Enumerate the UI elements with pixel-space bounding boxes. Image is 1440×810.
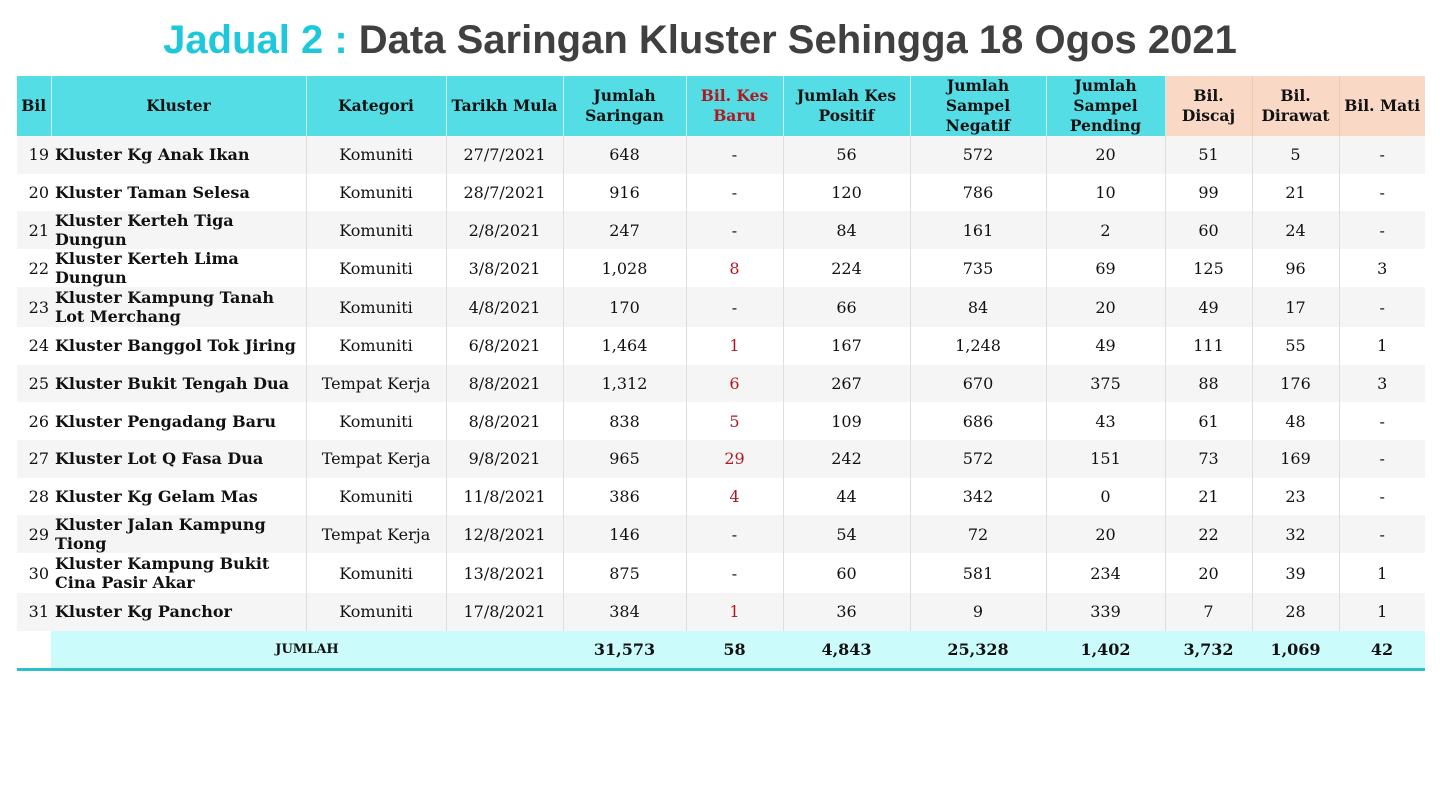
cell-bil-dirawat: 24 (1252, 211, 1339, 249)
cell-kategori: Komuniti (306, 287, 446, 327)
cell-kluster: Kluster Lot Q Fasa Dua (51, 440, 306, 478)
cell-bil-kes-baru: - (686, 287, 783, 327)
cell-bil-kes-baru: - (686, 174, 783, 212)
cell-kluster: Kluster Kg Gelam Mas (51, 478, 306, 516)
cell-bil-kes-baru: 4 (686, 478, 783, 516)
cell-jumlah-sampel-pending: 0 (1046, 478, 1165, 516)
header-jumlah-sampel-pending: Jumlah Sampel Pending (1046, 76, 1165, 136)
cell-bil-dirawat: 28 (1252, 593, 1339, 631)
cell-kategori: Komuniti (306, 136, 446, 174)
cell-jumlah-saringan: 875 (563, 553, 686, 593)
cell-bil-dirawat: 169 (1252, 440, 1339, 478)
cell-jumlah-sampel-negatif: 342 (910, 478, 1046, 516)
cell-jumlah-sampel-pending: 234 (1046, 553, 1165, 593)
cell-bil-mati: - (1339, 402, 1425, 440)
total-label: JUMLAH (51, 631, 563, 670)
cell-kluster: Kluster Kg Panchor (51, 593, 306, 631)
cell-kategori: Komuniti (306, 249, 446, 287)
cell-jumlah-kes-positif: 224 (783, 249, 910, 287)
table-row (17, 478, 1425, 516)
cell-bil-discaj: 73 (1165, 440, 1252, 478)
cell-jumlah-sampel-negatif: 161 (910, 211, 1046, 249)
cell-jumlah-sampel-pending: 151 (1046, 440, 1165, 478)
cell-jumlah-sampel-pending: 20 (1046, 287, 1165, 327)
cell-kluster: Kluster Bukit Tengah Dua (51, 365, 306, 403)
cell-tarikh-mula: 11/8/2021 (446, 478, 563, 516)
cell-jumlah-sampel-negatif: 72 (910, 515, 1046, 553)
cell-bil: 23 (17, 287, 51, 327)
table-row (17, 553, 1425, 593)
cell-bil: 20 (17, 174, 51, 212)
cell-kategori: Komuniti (306, 478, 446, 516)
cell-bil-discaj: 61 (1165, 402, 1252, 440)
total-kes-baru: 58 (686, 631, 783, 670)
title-main: Data Saringan Kluster Sehingga 18 Ogos 2021 (358, 18, 1237, 62)
cell-bil-kes-baru: 29 (686, 440, 783, 478)
cell-bil-mati: - (1339, 515, 1425, 553)
cell-bil-mati: 1 (1339, 327, 1425, 365)
header-tarikh-mula: Tarikh Mula (446, 76, 563, 136)
cell-jumlah-kes-positif: 267 (783, 365, 910, 403)
cell-kluster: Kluster Jalan Kampung Tiong (51, 515, 306, 553)
header-bil: Bil (17, 76, 51, 136)
cell-bil-dirawat: 5 (1252, 136, 1339, 174)
cell-jumlah-saringan: 386 (563, 478, 686, 516)
total-saringan: 31,573 (563, 631, 686, 670)
cell-bil-mati: - (1339, 478, 1425, 516)
header-bil-kes-baru: Bil. Kes Baru (686, 76, 783, 136)
cell-bil-discaj: 22 (1165, 515, 1252, 553)
table-row (17, 249, 1425, 287)
cell-tarikh-mula: 8/8/2021 (446, 365, 563, 403)
cell-tarikh-mula: 6/8/2021 (446, 327, 563, 365)
header-bil-dirawat: Bil. Dirawat (1252, 76, 1339, 136)
cell-jumlah-kes-positif: 66 (783, 287, 910, 327)
cell-bil-dirawat: 39 (1252, 553, 1339, 593)
cell-bil-discaj: 49 (1165, 287, 1252, 327)
cell-tarikh-mula: 4/8/2021 (446, 287, 563, 327)
cell-bil: 26 (17, 402, 51, 440)
cell-jumlah-saringan: 1,312 (563, 365, 686, 403)
cell-kluster: Kluster Kerteh Lima Dungun (51, 249, 306, 287)
cell-bil-dirawat: 55 (1252, 327, 1339, 365)
table-row (17, 287, 1425, 327)
cell-bil-mati: - (1339, 211, 1425, 249)
cell-jumlah-sampel-negatif: 9 (910, 593, 1046, 631)
cell-bil-kes-baru: - (686, 553, 783, 593)
cell-jumlah-sampel-pending: 375 (1046, 365, 1165, 403)
cell-bil-mati: - (1339, 440, 1425, 478)
cell-bil-discaj: 7 (1165, 593, 1252, 631)
header-jumlah-kes-positif: Jumlah Kes Positif (783, 76, 910, 136)
cell-bil-kes-baru: - (686, 515, 783, 553)
cell-bil-kes-baru: 6 (686, 365, 783, 403)
cell-bil-dirawat: 176 (1252, 365, 1339, 403)
cell-kategori: Tempat Kerja (306, 365, 446, 403)
cell-kategori: Komuniti (306, 211, 446, 249)
cell-kategori: Komuniti (306, 402, 446, 440)
cell-jumlah-saringan: 1,464 (563, 327, 686, 365)
total-pending: 1,402 (1046, 631, 1165, 670)
cell-bil-discaj: 88 (1165, 365, 1252, 403)
cell-jumlah-saringan: 965 (563, 440, 686, 478)
cell-bil-mati: 3 (1339, 249, 1425, 287)
cell-jumlah-saringan: 838 (563, 402, 686, 440)
cell-tarikh-mula: 27/7/2021 (446, 136, 563, 174)
table-row (17, 136, 1425, 174)
cell-jumlah-saringan: 170 (563, 287, 686, 327)
cell-tarikh-mula: 2/8/2021 (446, 211, 563, 249)
header-kluster: Kluster (51, 76, 306, 136)
cell-jumlah-sampel-pending: 2 (1046, 211, 1165, 249)
cell-jumlah-sampel-negatif: 581 (910, 553, 1046, 593)
cell-tarikh-mula: 13/8/2021 (446, 553, 563, 593)
cell-tarikh-mula: 12/8/2021 (446, 515, 563, 553)
cell-bil: 19 (17, 136, 51, 174)
cell-kluster: Kluster Kg Anak Ikan (51, 136, 306, 174)
cell-jumlah-kes-positif: 109 (783, 402, 910, 440)
cell-jumlah-sampel-negatif: 735 (910, 249, 1046, 287)
header-jumlah-sampel-negatif: Jumlah Sampel Negatif (910, 76, 1046, 136)
cell-kategori: Komuniti (306, 327, 446, 365)
cell-bil: 22 (17, 249, 51, 287)
cell-bil-dirawat: 21 (1252, 174, 1339, 212)
header-jumlah-saringan: Jumlah Saringan (563, 76, 686, 136)
cell-bil: 25 (17, 365, 51, 403)
cell-bil: 27 (17, 440, 51, 478)
cell-tarikh-mula: 3/8/2021 (446, 249, 563, 287)
total-row (17, 631, 1425, 670)
cell-bil-kes-baru: 5 (686, 402, 783, 440)
cell-bil-mati: 1 (1339, 593, 1425, 631)
total-positif: 4,843 (783, 631, 910, 670)
cell-jumlah-kes-positif: 120 (783, 174, 910, 212)
cell-kategori: Komuniti (306, 553, 446, 593)
cell-jumlah-sampel-negatif: 1,248 (910, 327, 1046, 365)
cell-jumlah-sampel-negatif: 572 (910, 440, 1046, 478)
header-kategori: Kategori (306, 76, 446, 136)
cell-jumlah-kes-positif: 36 (783, 593, 910, 631)
cell-jumlah-sampel-pending: 20 (1046, 136, 1165, 174)
cell-bil-dirawat: 32 (1252, 515, 1339, 553)
cell-bil-kes-baru: - (686, 136, 783, 174)
header-row (17, 76, 1425, 136)
cell-kluster: Kluster Kampung Tanah Lot Merchang (51, 287, 306, 327)
cell-jumlah-saringan: 648 (563, 136, 686, 174)
cell-jumlah-kes-positif: 44 (783, 478, 910, 516)
cell-bil: 24 (17, 327, 51, 365)
cell-bil-discaj: 20 (1165, 553, 1252, 593)
cell-kategori: Tempat Kerja (306, 515, 446, 553)
cell-jumlah-saringan: 247 (563, 211, 686, 249)
cell-kluster: Kluster Pengadang Baru (51, 402, 306, 440)
cell-jumlah-saringan: 1,028 (563, 249, 686, 287)
cell-bil-discaj: 99 (1165, 174, 1252, 212)
cell-bil-dirawat: 96 (1252, 249, 1339, 287)
cell-bil: 30 (17, 553, 51, 593)
cell-bil: 31 (17, 593, 51, 631)
cell-jumlah-sampel-pending: 10 (1046, 174, 1165, 212)
cell-jumlah-sampel-pending: 43 (1046, 402, 1165, 440)
cell-jumlah-sampel-negatif: 786 (910, 174, 1046, 212)
cell-kluster: Kluster Taman Selesa (51, 174, 306, 212)
total-discaj: 3,732 (1165, 631, 1252, 670)
cell-bil-mati: 1 (1339, 553, 1425, 593)
cell-bil-mati: - (1339, 136, 1425, 174)
cell-jumlah-sampel-negatif: 572 (910, 136, 1046, 174)
cell-bil-dirawat: 17 (1252, 287, 1339, 327)
cell-bil-discaj: 125 (1165, 249, 1252, 287)
cell-bil-kes-baru: 1 (686, 593, 783, 631)
table-row (17, 515, 1425, 553)
cell-tarikh-mula: 28/7/2021 (446, 174, 563, 212)
cell-jumlah-saringan: 384 (563, 593, 686, 631)
cell-bil-mati: - (1339, 174, 1425, 212)
cell-jumlah-saringan: 916 (563, 174, 686, 212)
cell-bil-discaj: 111 (1165, 327, 1252, 365)
table-row (17, 211, 1425, 249)
cell-kategori: Tempat Kerja (306, 440, 446, 478)
cell-jumlah-sampel-negatif: 686 (910, 402, 1046, 440)
table-row (17, 365, 1425, 403)
cell-kluster: Kluster Kerteh Tiga Dungun (51, 211, 306, 249)
cell-jumlah-kes-positif: 54 (783, 515, 910, 553)
total-negatif: 25,328 (910, 631, 1046, 670)
cell-jumlah-kes-positif: 56 (783, 136, 910, 174)
cell-bil-kes-baru: 1 (686, 327, 783, 365)
cell-bil-discaj: 51 (1165, 136, 1252, 174)
cell-jumlah-kes-positif: 84 (783, 211, 910, 249)
cell-jumlah-saringan: 146 (563, 515, 686, 553)
cell-bil: 29 (17, 515, 51, 553)
cell-tarikh-mula: 17/8/2021 (446, 593, 563, 631)
cell-bil-kes-baru: 8 (686, 249, 783, 287)
title-prefix: Jadual 2 : (163, 18, 348, 62)
cell-tarikh-mula: 8/8/2021 (446, 402, 563, 440)
cell-bil-mati: - (1339, 287, 1425, 327)
cell-kategori: Komuniti (306, 593, 446, 631)
cell-jumlah-kes-positif: 60 (783, 553, 910, 593)
cell-bil-dirawat: 48 (1252, 402, 1339, 440)
cluster-screening-table (17, 76, 1425, 671)
total-blank-cell (17, 631, 51, 670)
page-title (0, 14, 1400, 66)
cell-bil-mati: 3 (1339, 365, 1425, 403)
cell-bil: 28 (17, 478, 51, 516)
cell-bil: 21 (17, 211, 51, 249)
cell-bil-dirawat: 23 (1252, 478, 1339, 516)
table-row (17, 402, 1425, 440)
total-dirawat: 1,069 (1252, 631, 1339, 670)
cell-jumlah-sampel-pending: 339 (1046, 593, 1165, 631)
total-mati: 42 (1339, 631, 1425, 670)
cell-bil-discaj: 21 (1165, 478, 1252, 516)
table-row (17, 593, 1425, 631)
table-row (17, 174, 1425, 212)
cell-bil-discaj: 60 (1165, 211, 1252, 249)
cell-tarikh-mula: 9/8/2021 (446, 440, 563, 478)
cell-kategori: Komuniti (306, 174, 446, 212)
cell-jumlah-sampel-pending: 69 (1046, 249, 1165, 287)
cell-kluster: Kluster Kampung Bukit Cina Pasir Akar (51, 553, 306, 593)
cell-jumlah-sampel-pending: 20 (1046, 515, 1165, 553)
header-bil-mati: Bil. Mati (1339, 76, 1425, 136)
cell-jumlah-kes-positif: 242 (783, 440, 910, 478)
cell-bil-kes-baru: - (686, 211, 783, 249)
table-row (17, 440, 1425, 478)
cell-jumlah-sampel-negatif: 84 (910, 287, 1046, 327)
table-row (17, 327, 1425, 365)
cell-jumlah-sampel-negatif: 670 (910, 365, 1046, 403)
cell-kluster: Kluster Banggol Tok Jiring (51, 327, 306, 365)
cell-jumlah-kes-positif: 167 (783, 327, 910, 365)
cell-jumlah-sampel-pending: 49 (1046, 327, 1165, 365)
header-bil-discaj: Bil. Discaj (1165, 76, 1252, 136)
